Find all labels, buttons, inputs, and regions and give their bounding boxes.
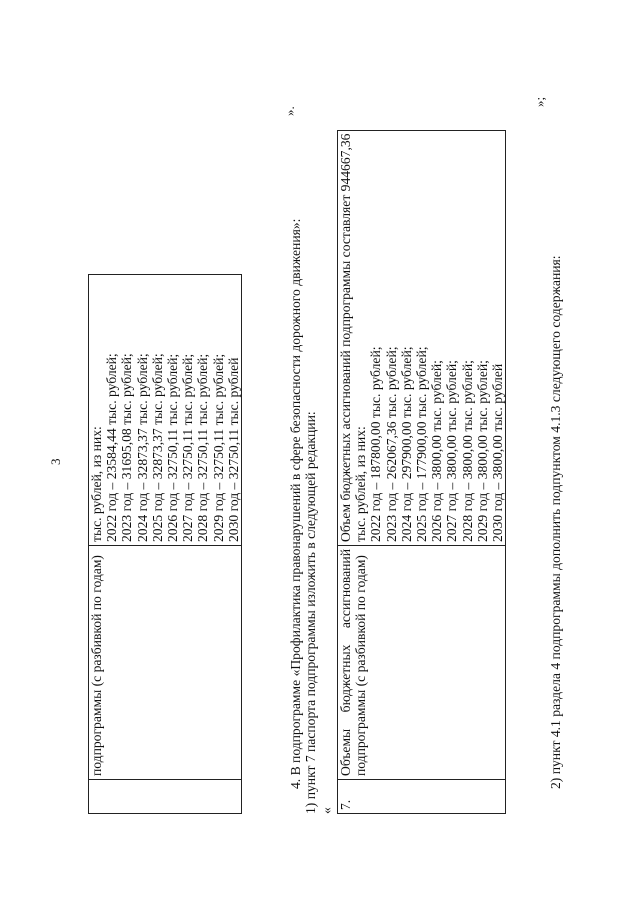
closing-quote-2: »; bbox=[532, 96, 547, 107]
opening-quote: « bbox=[319, 807, 334, 814]
table-row bbox=[338, 130, 506, 813]
year-line: 2022 год – 23584,44 тыс. рублей; bbox=[104, 353, 120, 542]
label-cell bbox=[338, 546, 506, 780]
year-line: 2024 год – 32873,37 тыс. рублей; bbox=[134, 353, 150, 542]
page-number: 3 bbox=[48, 458, 63, 465]
year-line: 2027 год – 3800,00 тыс. рублей; bbox=[444, 360, 460, 542]
row-number: 7. bbox=[338, 799, 353, 810]
table-row bbox=[89, 275, 242, 814]
value-intro: тыс. рублей, из них: bbox=[89, 426, 104, 542]
item4-heading: 4. В подпрограмме «Профилактика правонарушений в сфере безопасности дорожного движения»: bbox=[288, 218, 303, 789]
year-line: 2026 год – 32750,11 тыс. рублей; bbox=[165, 353, 181, 542]
year-line: 2030 год – 3800,00 тыс. рублей bbox=[490, 363, 506, 542]
label-line-2: подпрограммы (с разбивкой по годам) bbox=[353, 555, 369, 776]
row-number-cell bbox=[89, 780, 242, 814]
year-line: 2023 год – 31695,08 тыс. рублей; bbox=[119, 353, 135, 542]
budget-table-continued bbox=[88, 274, 242, 814]
row-number-cell bbox=[338, 780, 506, 814]
item4-sub2: 2) пункт 4.1 раздела 4 подпрограммы дополнить подпунктом 4.1.3 следующего содержания: bbox=[548, 255, 563, 789]
year-line: 2025 год – 177900,00 тыс. рублей; bbox=[414, 346, 430, 542]
label-cell bbox=[89, 546, 242, 780]
year-line: 2029 год – 32750,11 тыс. рублей; bbox=[210, 353, 226, 542]
year-line: 2028 год – 32750,11 тыс. рублей; bbox=[195, 353, 211, 542]
year-line: 2029 год – 3800,00 тыс. рублей; bbox=[474, 360, 490, 542]
year-line: 2023 год – 262067,36 тыс. рублей; bbox=[383, 346, 399, 542]
year-line: 2030 год – 32750,11 тыс. рублей bbox=[225, 357, 241, 542]
closing-quote-1: ». bbox=[282, 106, 297, 116]
value-line-1: Объем бюджетных ассигнований подпрограммы составляет 944667,36 bbox=[338, 133, 353, 542]
value-intro: тыс. рублей, из них: bbox=[353, 426, 369, 542]
year-line: 2022 год – 187800,00 тыс. рублей; bbox=[368, 346, 384, 542]
year-line: 2026 год – 3800,00 тыс. рублей; bbox=[429, 360, 445, 542]
item4-sub1: 1) пункт 7 паспорта подпрограммы изложить в следующей редакции: bbox=[303, 411, 318, 814]
year-line: 2024 год – 297900,00 тыс. рублей; bbox=[398, 346, 414, 542]
year-line: 2028 год – 3800,00 тыс. рублей; bbox=[459, 360, 475, 542]
label-line-1: Объемы бюджетных ассигнований bbox=[338, 549, 353, 776]
value-cell bbox=[338, 130, 506, 545]
year-line: 2025 год – 32873,37 тыс. рублей; bbox=[149, 353, 165, 542]
value-cell bbox=[89, 275, 242, 546]
year-line: 2027 год – 32750,11 тыс. рублей; bbox=[180, 353, 196, 542]
label-text: подпрограммы (с разбивкой по годам) bbox=[89, 555, 104, 776]
budget-table-new bbox=[337, 130, 506, 814]
